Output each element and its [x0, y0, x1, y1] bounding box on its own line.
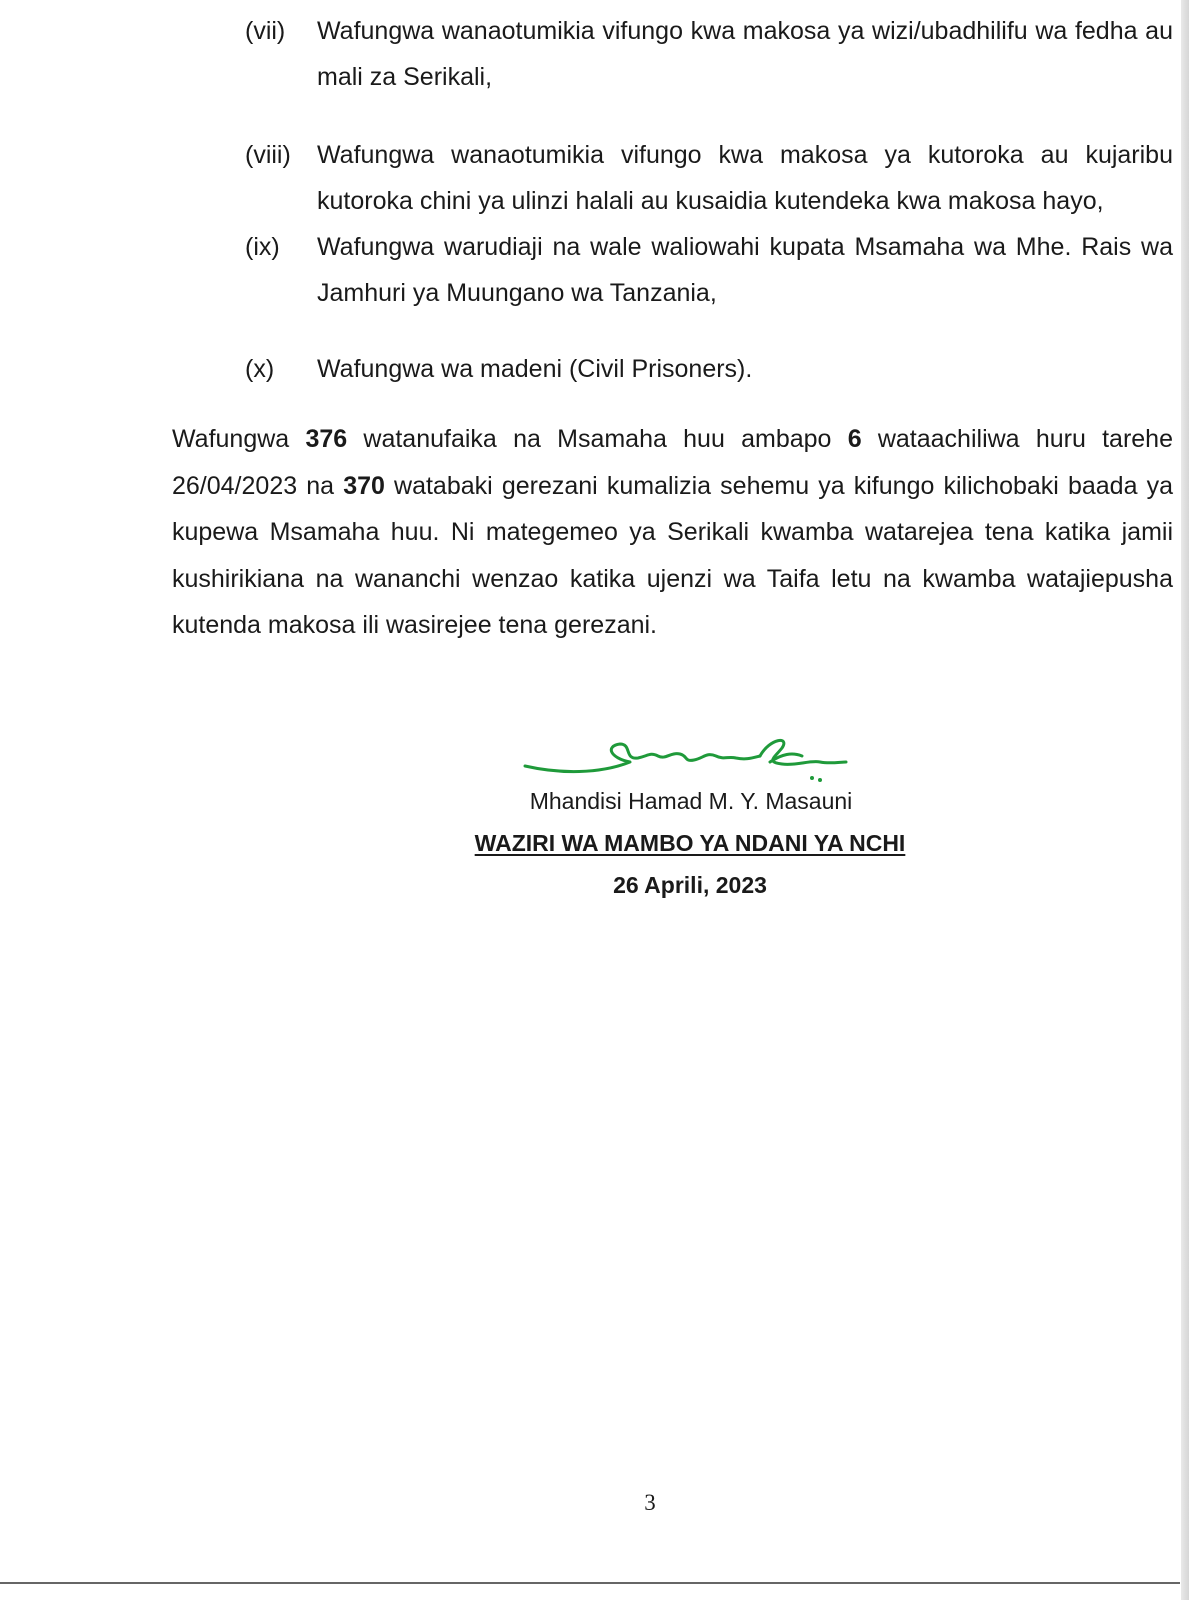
page-edge-shadow — [1181, 0, 1189, 1600]
page-bottom-rule — [0, 1582, 1180, 1584]
list-item-number: (ix) — [245, 233, 280, 261]
beneficiaries-count: 376 — [305, 425, 348, 453]
list-item-text: Wafungwa wanaotumikia vifungo kwa makosa ya kutoroka au kujaribu kutoroka chini ya ulinzi halali au kusaidia kutendeka kwa makosa hayo, — [317, 141, 1173, 215]
paragraph-text: wataachiliwa huru tarehe 26/04/2023 na — [172, 425, 1173, 500]
signer-name: Mhandisi Hamad M. Y. Masauni — [529, 788, 853, 814]
list-item-text: Wafungwa wa madeni (Civil Prisoners). — [317, 355, 753, 383]
remaining-count: 370 — [343, 471, 385, 500]
list-item-x — [245, 346, 1173, 392]
list-item-text: Wafungwa wanaotumikia vifungo kwa makosa ya wizi/ubadhilifu wa fedha au mali za Serikali, — [317, 17, 1173, 91]
list-item-ix — [245, 224, 1173, 316]
list-item-number: (x) — [245, 355, 275, 383]
paragraph-text: watanufaika na Msamaha huu ambapo — [347, 425, 848, 453]
signer-title: WAZIRI WA MAMBO YA NDANI YA NCHI — [474, 830, 906, 856]
released-count: 6 — [847, 425, 862, 453]
summary-paragraph — [172, 416, 1173, 649]
list-item-text: Wafungwa warudiaji na wale waliowahi kupata Msamaha wa Mhe. Rais wa Jamhuri ya Muungano wa Tanzania, — [317, 233, 1173, 307]
document-date: 26 Aprili, 2023 — [613, 872, 767, 898]
handwritten-signature — [520, 732, 860, 792]
list-item-vii — [245, 8, 1173, 100]
paragraph-text: watabaki gerezani kumalizia sehemu ya kifungo kilichobaki baada ya kupewa Msamaha huu. Ni mategemeo ya Serikali kwamba watarejea tena katika jamii kushirikiana na wananchi wenzao katika ujenzi wa Taifa letu na kwamba watajiepusha kutenda makosa ili wasirejee tena gerezani. — [172, 471, 1173, 639]
list-item-number: (viii) — [245, 141, 291, 169]
list-item-viii — [245, 132, 1173, 224]
page-number: 3 — [644, 1490, 656, 1515]
list-item-number: (vii) — [245, 17, 286, 45]
paragraph-text: Wafungwa — [172, 425, 306, 453]
